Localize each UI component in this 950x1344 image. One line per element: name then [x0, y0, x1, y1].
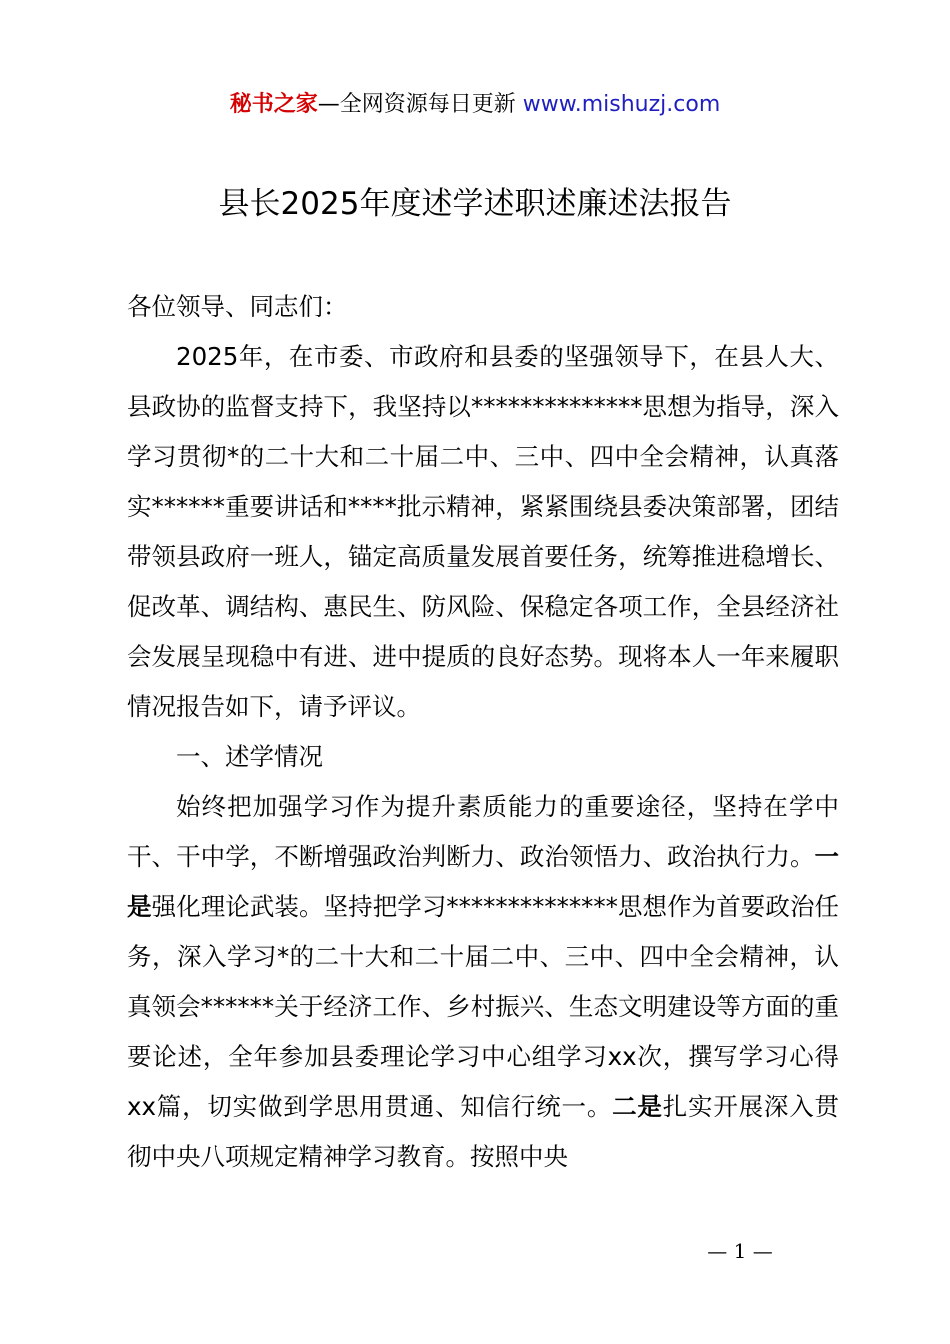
intro-paragraph: 2025年，在市委、市政府和县委的坚强领导下，在县人大、县政协的监督支持下，我坚持以**************思想为指导，深入学习贯彻*的二十大和二十届二中、三中、四中全会精神，认真落实******重要讲话和****批示精神，紧紧围绕县委决策部署，团结带领县政府一班人，锚定高质量发展首要任务，统筹推进稳增长、促改革、调结构、惠民生、防风险、保稳定各项工作，全县经济社会发展呈现稳中有进、进中提质的良好态势。现将本人一年来履职情况报告如下，请予评议。: [127, 342, 839, 721]
greeting: 各位领导、同志们：: [127, 292, 348, 321]
point-label: 二是: [612, 1092, 663, 1121]
section-paragraph: [127, 782, 839, 1182]
document-title: 县长2025年度述学述职述廉述法报告: [218, 186, 732, 222]
point-text: 强化理论武装。坚持把学习**************思想作为首要政治任务，深入学习*的二十大和二十届二中、三中、四中全会精神，认真领会******关于经济工作、乡村振兴、生态文明建设等方面的重要论述，全年参加县委理论学习中心组学习xx次，撰写学习心得xx篇，切实做到学思用贯通、知信行统一。: [127, 892, 840, 1121]
brand-name: 秘书之家: [229, 92, 318, 117]
brand-tagline: —全网资源每日更新: [317, 92, 523, 117]
document-body: [127, 282, 839, 1182]
page-number: — 1 —: [707, 1239, 773, 1263]
point-text: 扎实开展深入贯彻中央八项规定精神学习教育。按照中央: [127, 1092, 840, 1171]
section-lead: 始终把加强学习作为提升素质能力的重要途径，坚持在学中干、干中学，不断增强政治判断力、政治领悟力、政治执行力。: [127, 792, 839, 871]
site-url: www.mishuzj.com: [522, 92, 721, 117]
site-watermark-header: [0, 88, 950, 122]
point-label: 一是: [127, 842, 839, 921]
section-heading: 一、述学情况: [176, 742, 323, 771]
